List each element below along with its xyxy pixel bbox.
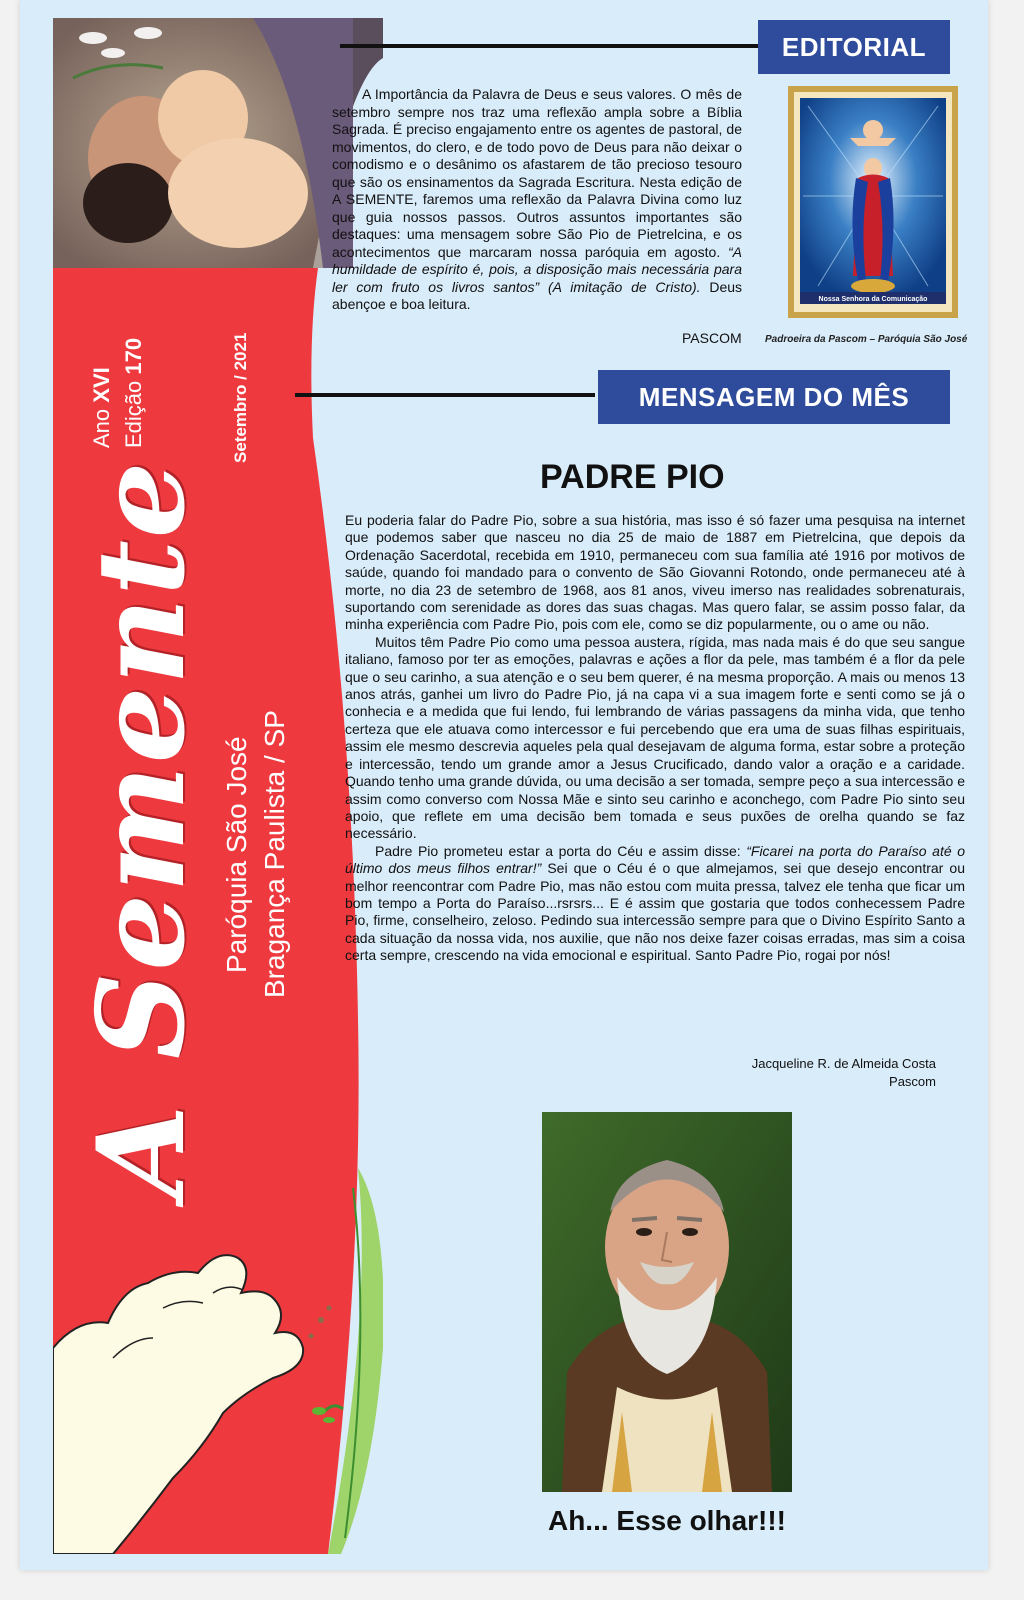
city-name: Bragança Paulista / SP [259, 710, 290, 998]
editorial-text [332, 86, 742, 314]
article-paragraph-2: Muitos têm Padre Pio como uma pessoa austera, rígida, mas nada mais é do que seu sangue italiano, famoso por ter as emoções, palavras e ações a flor da pele, mas também é a flor da pele que o seu carinho, a sua atenção e o seu bem querer, é na mesma proporção. A mais ou menos 13 anos atrás, ganhei um livro do Padre Pio, já na capa vi a sua imagem forte e senti como se já o conhecia e a medida que fui lendo, fui lembrando de várias passagens da minha vida, que tenho certeza que ele atuava como intercessor e fui percebendo que era uma de suas filhas espirituais, assim ele mesmo descrevia aqueles pela qual desejavam de alguma forma, estar sobre a proteção e intercessão, tendo um grande amor a Jesus Crucificado, dando valor a oração e a caridade. Quando tenho uma grande dúvida, ou uma decisão a ser tomada, sempre peço a sua intercessão e assim como converso com Nossa Mãe e sinto seu carinho e aconchego, com Padre Pio sinto seu apoio, que reflete em uma decisão bem tomada e seus puxões de orelha quando se faz necessário. [345, 633, 965, 842]
editorial-rule [340, 44, 770, 48]
photo-caption: Ah... Esse olhar!!! [547, 1505, 787, 1536]
edicao-label: Edição [121, 380, 146, 448]
ano-label: Ano [89, 408, 114, 448]
padre-pio-photo [542, 1112, 792, 1492]
article-author [752, 1055, 936, 1091]
paragraph-3-quote: “Ficarei na porta do Paraíso até o último dos meus filhos entrar!” [345, 842, 965, 877]
our-lady-communication-image [788, 86, 958, 318]
ano-value: XVI [89, 367, 114, 403]
mensagem-heading: MENSAGEM DO MÊS [598, 370, 950, 424]
edition-label [121, 338, 147, 448]
article-body [345, 512, 965, 965]
editorial-body: A Importância da Palavra de Deus e seus valores. O mês de setembro sempre nos traz uma reflexão ampla sobre a Bíblia Sagrada. É preciso engajamento entre os agentes de pastoral, de movimentos, do clero, e de todo povo de Deus para não deixar o comodismo e o desânimo os afastarem de tão precioso tesouro que são os ensinamentos da Sagrada Escritura. Nesta edição de A SEMENTE, faremos uma reflexão da Palavra Divina como luz que guia nossos passos. Outros assuntos importantes são destaques: uma mensagem sobre São Pio de Pietrelcina, e os acontecimentos que marcaram nossa paróquia em agosto. [332, 86, 742, 260]
edicao-value: 170 [121, 337, 146, 375]
editorial-signature: PASCOM [682, 330, 742, 346]
article-title: PADRE PIO [540, 458, 725, 496]
article-paragraph-3 [345, 843, 965, 965]
image-label: Nossa Senhora da Comunicação [818, 296, 928, 303]
parish-name: Paróquia São José [221, 736, 252, 973]
newsletter-page [20, 0, 988, 1570]
editorial-quote: “A humildade de espírito é, pois, a disposição mais necessária para ler com fruto os livros santos” [332, 243, 742, 295]
paragraph-3-start: Padre Pio prometeu estar a porta do Céu e assim disse: [375, 842, 741, 859]
editorial-heading: EDITORIAL [758, 20, 950, 74]
editorial-closing: Deus abençoe e boa leitura. [332, 278, 743, 312]
article-paragraph-1: Eu poderia falar do Padre Pio, sobre a sua história, mas isso é só fazer uma pesquisa na internet que podemos saber que nasceu no dia 25 de maio de 1887 em Pietrelcina, que depois da Ordenação Sacerdotal, recebida em 1910, permaneceu com sua família até 1916 por motivos de saúde, quando foi mandado para o convento de São Giovanni Rotondo, onde permaneceu até à morte, no dia 23 de setembro de 1968, aos 81 anos, viveu imerso nas realidades sobrenaturais, suportando com serenidade as dores das suas chagas. Mas quero falar, se assim posso falar, da minha experiência com Padre Pio, pois com ele, como se diz popularmente, ou o ame ou não. [345, 512, 965, 633]
image-caption: Padroeira da Pascom – Paróquia São José [765, 334, 968, 345]
newsletter-title: A Semente [71, 459, 212, 1198]
year-label [89, 367, 115, 448]
author-name: Jacqueline R. de Almeida Costa [751, 1056, 936, 1071]
date-label: Setembro / 2021 [231, 332, 250, 463]
mensagem-rule [295, 393, 595, 397]
paragraph-3-rest: Sei que o Céu é o que almejamos, sei que desejo encontrar ou melhor reencontrar com Padre Pio, mas não estou com muita pressa, talvez ele tenha que ficar um bom tempo a Porta do Paraíso...rsrsrs... E é assim que gostaria que todos conhecessem Padre Pio, firme, conselheiro, zeloso. Pedindo sua intercessão sempre para que o Divino Espírito Santo a cada situação da nossa vida, nos auxilie, que não nos deixe fazer coisas erradas, mas sim a coisa certa sempre, crescendo na vida emocional e espiritual. Santo Padre Pio, rogai por nós! [345, 860, 965, 964]
author-org: Pascom [889, 1074, 936, 1089]
editorial-quote-source: (A imitação de Cristo). [547, 278, 701, 295]
